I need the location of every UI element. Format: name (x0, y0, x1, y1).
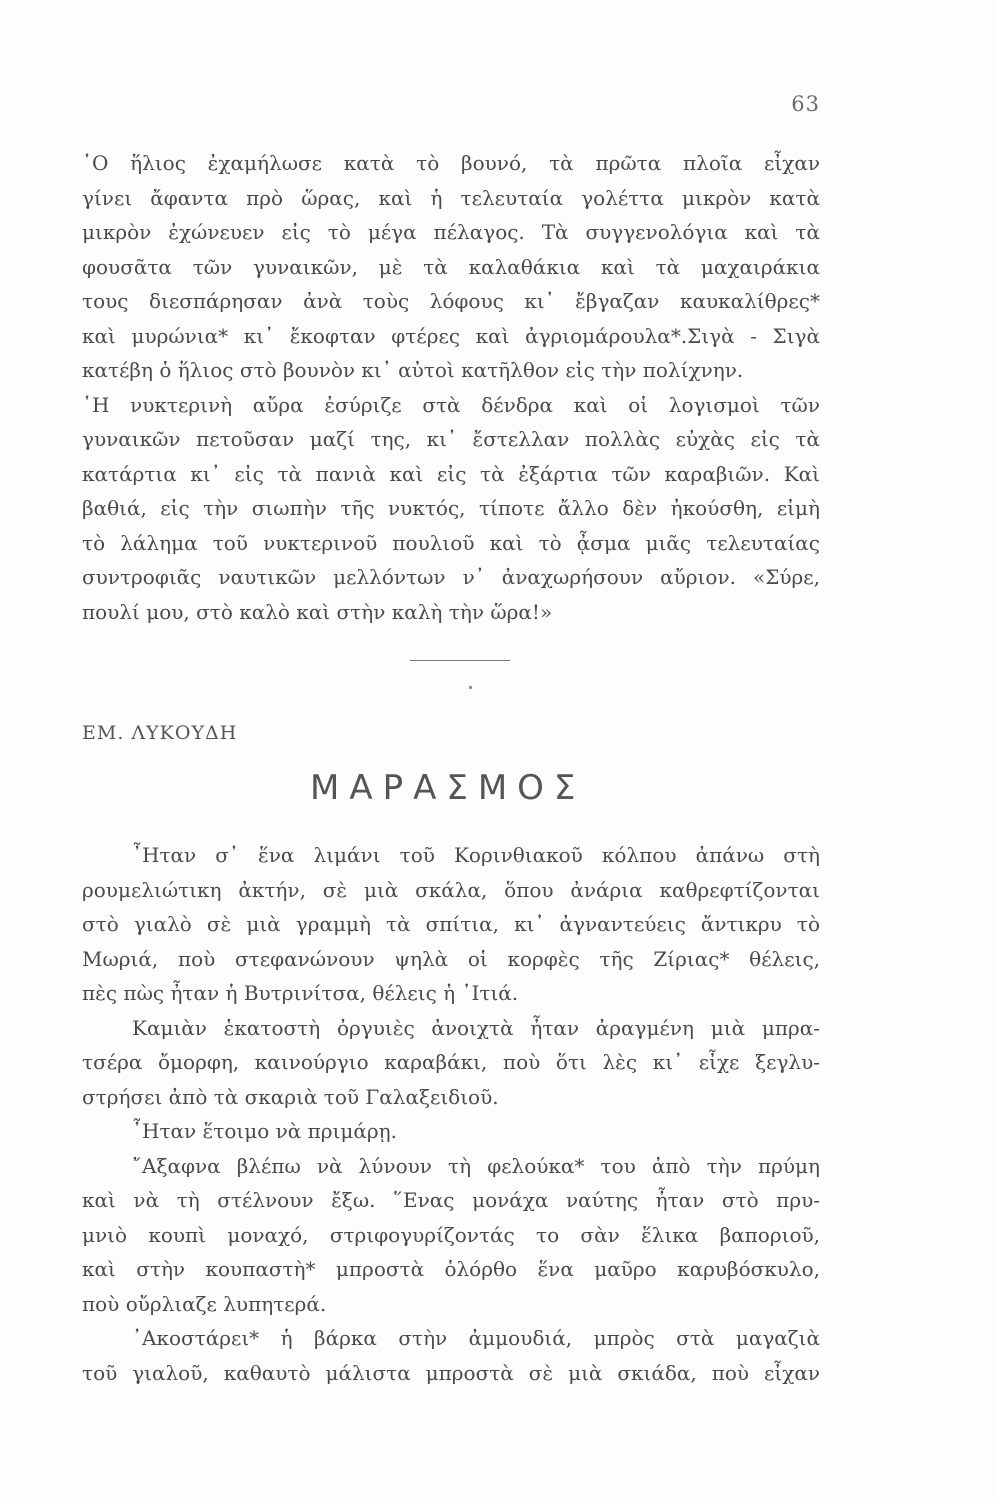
text-line: τὸ λάλημα τοῦ νυκτερινοῦ πουλιοῦ καὶ τὸ ᾆσμα μιᾶς τελευταίας (82, 530, 820, 555)
text-line: ῾Ο ἥλιος ἐχαμήλωσε κατὰ τὸ βουνό, τὰ πρῶτα πλοῖα εἶχαν (82, 151, 820, 175)
text-line: ᾿Ακοστάρει* ἡ βάρκα στὴν ἀμμουδιά, μπρὸς στὰ μαγαζιὰ (132, 1326, 820, 1350)
text-line: μνιὸ κουπὶ μοναχό, στριφογυρίζοντάς το σὰν ἕλικα βαποριοῦ, (82, 1222, 820, 1247)
story-title: ΜΑΡΑΣΜΟΣ (310, 768, 586, 808)
text-line: Καμιὰν ἑκατοστὴ ὀργυιὲς ἀνοιχτὰ ἦταν ἀραγμένη μιὰ μπρα- (132, 1015, 820, 1040)
story-author: ΕΜ. ΛΥΚΟΥΔΗ (82, 722, 238, 744)
text-line: συντροφιᾶς ναυτικῶν μελλόντων ν᾿ ἀναχωρήσουν αὔριον. «Σύρε, (82, 565, 820, 589)
text-line: ῎Αξαφνα βλέπω νὰ λύνουν τὴ φελούκα* του ἀπὸ τὴν πρύμη (132, 1153, 820, 1178)
text-line: ῏Ηταν σ᾿ ἕνα λιμάνι τοῦ Κορινθιακοῦ κόλπου ἀπάνω στὴ (132, 843, 820, 867)
text-line: ῾Η νυκτερινὴ αὔρα ἐσύριζε στὰ δένδρα καὶ οἱ λογισμοὶ τῶν (82, 392, 820, 417)
text-line: ποὺ οὔρλιαζε λυπητερά. (82, 1291, 327, 1316)
text-line: πουλί μου, στὸ καλὸ καὶ στὴν καλὴ τὴν ὥρα!» (82, 599, 553, 624)
section-divider (410, 660, 510, 661)
print-speck (469, 686, 472, 689)
text-line: ῏Ηταν ἕτοιμο νὰ πριμάρῃ. (132, 1119, 397, 1143)
text-line: τους διεσπάρησαν ἀνὰ τοὺς λόφους κι᾿ ἔβγαζαν καυκαλίθρες* (82, 289, 820, 313)
text-line: τσέρα ὄμορφη, καινούργιο καραβάκι, ποὺ ὅτι λὲς κι᾿ εἶχε ξεγλυ- (82, 1050, 820, 1074)
text-line: Μωριά, ποὺ στεφανώνουν ψηλὰ οἱ κορφὲς τῆς Ζίριας* θέλεις, (82, 946, 820, 971)
text-line: κατέβη ὁ ἥλιος στὸ βουνὸν κι᾿ αὐτοὶ κατῆλθον εἰς τὴν πολίχνην. (82, 358, 744, 382)
text-line: βαθιά, εἰς τὴν σιωπὴν τῆς νυκτός, τίποτε ἄλλο δὲν ἠκούσθη, εἰμὴ (82, 496, 820, 520)
text-line: γυναικῶν πετοῦσαν μαζί της, κι᾿ ἔστελλαν πολλὰς εὐχὰς εἰς τὰ (82, 427, 820, 451)
story-text (82, 838, 820, 1390)
text-line: καὶ στὴν κουπαστὴ* μπροστὰ ὁλόρθο ἕνα μαῦρο καρυβόσκυλο, (82, 1257, 820, 1281)
text-line: γίνει ἄφαντα πρὸ ὥρας, καὶ ἡ τελευταία γολέττα μικρὸν κατὰ (82, 185, 820, 210)
text-line: τοῦ γιαλοῦ, καθαυτὸ μάλιστα μπροστὰ σὲ μιὰ σκιάδα, ποὺ εἶχαν (82, 1360, 820, 1385)
text-line: καὶ νὰ τὴ στέλνουν ἔξω. ῞Ενας μονάχα ναύτης ἦταν στὸ πρυ- (82, 1188, 820, 1212)
text-line: στὸ γιαλὸ σὲ μιὰ γραμμὴ τὰ σπίτια, κι᾿ ἀγναντεύεις ἄντικρυ τὸ (82, 912, 820, 936)
text-line: στρήσει ἀπὸ τὰ σκαριὰ τοῦ Γαλαξειδιοῦ. (82, 1084, 499, 1109)
page-number: 63 (791, 92, 820, 116)
text-line: μικρὸν ἐχώνευεν εἰς τὸ μέγα πέλαγος. Τὰ συγγενολόγια καὶ τὰ (82, 220, 820, 244)
text-line: φουσᾶτα τῶν γυναικῶν, μὲ τὰ καλαθάκια καὶ τὰ μαχαιράκια (82, 254, 820, 279)
paragraph-1 (82, 146, 820, 629)
text-line: κατάρτια κι᾿ εἰς τὰ πανιὰ καὶ εἰς τὰ ἐξάρτια τῶν καραβιῶν. Καὶ (82, 461, 820, 486)
text-line: καὶ μυρώνια* κι᾿ ἔκοφταν φτέρες καὶ ἀγριομάρουλα*.Σιγὰ - Σιγὰ (82, 323, 820, 348)
text-line: ρουμελιώτικη ἀκτήν, σὲ μιὰ σκάλα, ὅπου ἀνάρια καθρεφτίζονται (82, 877, 820, 902)
text-line: πὲς πὼς ἦταν ἡ Βυτρινίτσα, θέλεις ἡ ᾿Ιτιά. (82, 981, 519, 1005)
